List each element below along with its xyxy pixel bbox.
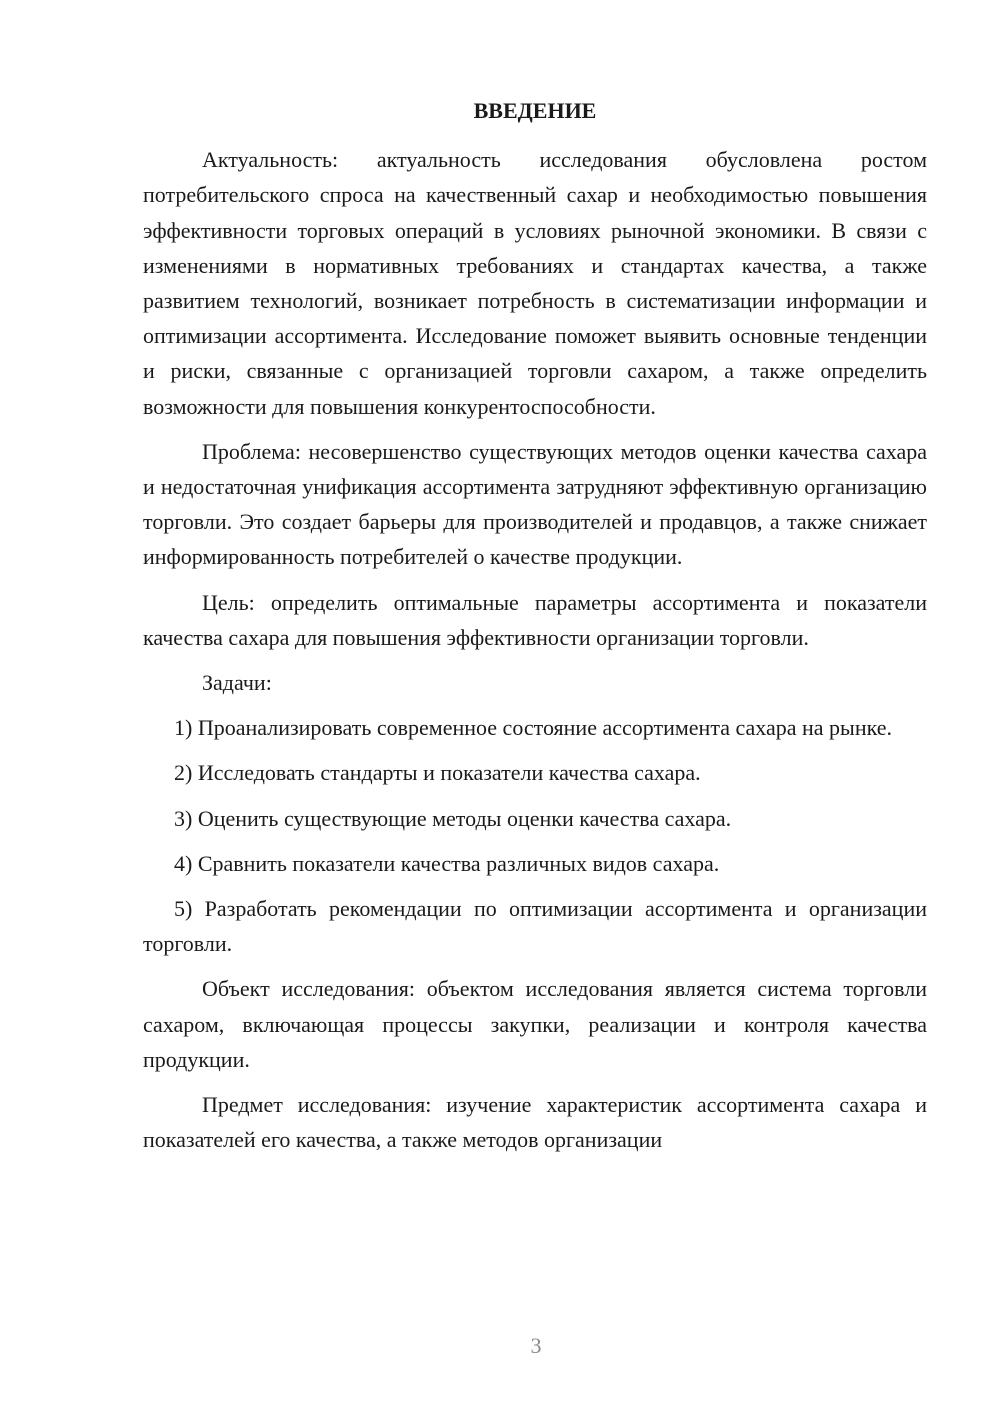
paragraph-object: Объект исследования: объектом исследования является система торговли сахаром, включающая процессы закупки, реализации и контроля качества продукции. [143,976,927,1072]
tasks-label: Задачи: [202,670,272,696]
paragraph-relevance: Актуальность: актуальность исследования обусловлена ростом потребительского спроса на качественный сахар и необходимостью повышения эффективности торговых операций в условиях рыночной экономики. В связи с изменениями в нормативных требованиях и стандартах качества, а также развитием технологий, возникает потребность в систематизации информации и оптимизации ассортимента. Исследование поможет выявить основные тенденции и риски, связанные с организацией торговли сахаром, а также определить возможности для повышения конкурентоспособности. [143,147,927,419]
paragraph-goal: Цель: определить оптимальные параметры ассортимента и показатели качества сахара для повышения эффективности организации торговли. [143,589,927,650]
task-item-2: 2) Исследовать стандарты и показатели качества сахара. [174,760,701,786]
paragraph-subject: Предмет исследования: изучение характеристик ассортимента сахара и показателей его качества, а также методов организации [143,1092,927,1153]
section-heading: ВВЕДЕНИЕ [473,98,597,123]
task-item-3: 3) Оценить существующие методы оценки качества сахара. [174,805,732,831]
task-item-1: 1) Проанализировать современное состояние ассортимента сахара на рынке. [174,715,892,741]
document-body [143,93,927,1167]
page-number: 3 [530,1333,542,1358]
task-item-4: 4) Сравнить показатели качества различных видов сахара. [174,850,720,876]
task-item-5: 5) Разработать рекомендации по оптимизации ассортимента и организации торговли. [143,896,927,957]
paragraph-problem: Проблема: несовершенство существующих методов оценки качества сахара и недостаточная унификация ассортимента затрудняют эффективную организацию торговли. Это создает барьеры для производителей и продавцов, а также снижает информированность потребителей о качестве продукции. [143,438,927,570]
